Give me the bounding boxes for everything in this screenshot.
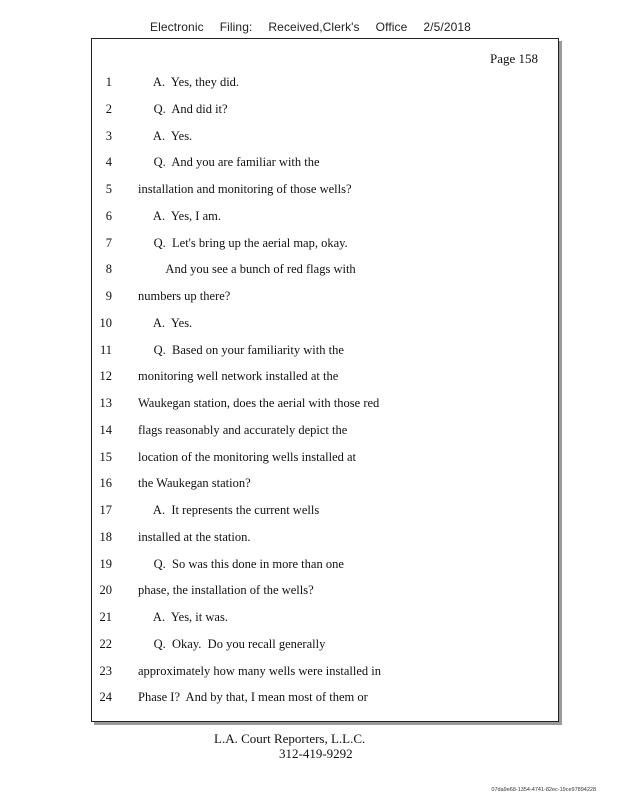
line-number: 5	[105, 182, 112, 196]
line-text: A. Yes.	[138, 128, 193, 143]
transcript-page	[91, 38, 559, 722]
transcript-line	[92, 234, 558, 261]
transcript-line	[92, 688, 558, 715]
filing-stamp-header	[150, 20, 487, 34]
line-text: flags reasonably and accurately depict the	[138, 422, 348, 437]
line-text: numbers up there?	[138, 289, 231, 303]
filing-stamp-word-received: Received,Clerk's	[268, 20, 360, 34]
transcript-line	[92, 635, 558, 662]
line-number: 10	[99, 315, 112, 330]
transcript-lines	[92, 73, 558, 715]
line-number: 14	[99, 422, 112, 437]
line-number: 11	[99, 342, 112, 357]
line-text: Q. So was this done in more than one	[138, 556, 344, 571]
transcript-line	[92, 662, 558, 689]
transcript-line	[92, 581, 558, 608]
line-number: 22	[99, 636, 112, 651]
line-number: 3	[105, 128, 112, 143]
line-number: 18	[99, 529, 112, 544]
line-number: 19	[99, 556, 112, 571]
line-number: 24	[99, 690, 112, 705]
line-number: 16	[99, 476, 112, 491]
document-id: 07da9e68-1354-4741-82ec-19ce97894228	[491, 787, 596, 793]
filing-stamp-word-filing: Filing:	[219, 20, 253, 34]
transcript-line	[92, 421, 558, 448]
filing-stamp-date: 2/5/2018	[423, 20, 471, 34]
line-number: 21	[99, 610, 112, 624]
line-text: Q. Let's bring up the aerial map, okay.	[138, 235, 348, 250]
transcript-line	[92, 314, 558, 341]
line-number: 12	[99, 369, 112, 384]
line-text: Phase I? And by that, I mean most of them or	[138, 690, 368, 705]
transcript-line	[92, 73, 558, 100]
line-text: phase, the installation of the wells?	[138, 583, 314, 598]
line-text: the Waukegan station?	[138, 476, 251, 491]
transcript-line	[92, 341, 558, 368]
line-number: 17	[99, 503, 112, 517]
line-number: 15	[99, 449, 112, 464]
line-text: location of the monitoring wells installed at	[138, 449, 357, 464]
transcript-line	[92, 180, 558, 207]
line-text: A. Yes, I am.	[138, 208, 221, 223]
page-number: Page 158	[489, 51, 538, 66]
court-reporter-phone: 312-419-9292	[279, 746, 353, 761]
line-text: Q. And did it?	[138, 101, 228, 116]
line-number: 13	[99, 396, 112, 410]
transcript-line	[92, 501, 558, 528]
transcript-line	[92, 100, 558, 127]
transcript-line	[92, 260, 558, 287]
transcript-line	[92, 528, 558, 555]
line-text: A. Yes, they did.	[138, 75, 240, 89]
line-text: installed at the station.	[138, 529, 251, 544]
transcript-line	[92, 608, 558, 635]
line-text: Q. Based on your familiarity with the	[138, 342, 344, 357]
line-text: And you see a bunch of red flags with	[138, 262, 356, 277]
transcript-line	[92, 153, 558, 180]
court-reporter-name: L.A. Court Reporters, L.L.C.	[214, 731, 366, 746]
line-number: 4	[105, 155, 112, 170]
transcript-line	[92, 127, 558, 154]
line-number: 20	[99, 583, 112, 598]
transcript-line	[92, 287, 558, 314]
line-number: 9	[105, 289, 112, 303]
line-text: Q. And you are familiar with the	[138, 155, 320, 170]
line-number: 8	[105, 262, 112, 277]
line-text: A. Yes, it was.	[138, 610, 228, 624]
line-number: 6	[105, 208, 112, 223]
line-text: Q. Okay. Do you recall generally	[138, 636, 326, 651]
line-number: 7	[105, 235, 112, 250]
line-text: installation and monitoring of those wells?	[138, 182, 352, 196]
line-number: 1	[105, 75, 112, 89]
transcript-line	[92, 207, 558, 234]
line-number: 2	[105, 101, 112, 116]
transcript-line	[92, 555, 558, 582]
transcript-line	[92, 394, 558, 421]
line-text: approximately how many wells were installed in	[138, 663, 381, 678]
line-text: Waukegan station, does the aerial with those red	[138, 396, 380, 410]
filing-stamp-word-office: Office	[375, 20, 408, 34]
transcript-line	[92, 367, 558, 394]
filing-stamp-word-electronic: Electronic	[150, 20, 204, 34]
line-number: 23	[99, 663, 112, 678]
line-text: A. Yes.	[138, 315, 193, 330]
line-text: monitoring well network installed at the	[138, 369, 339, 384]
transcript-line	[92, 448, 558, 475]
line-text: A. It represents the current wells	[138, 503, 320, 517]
transcript-line	[92, 474, 558, 501]
